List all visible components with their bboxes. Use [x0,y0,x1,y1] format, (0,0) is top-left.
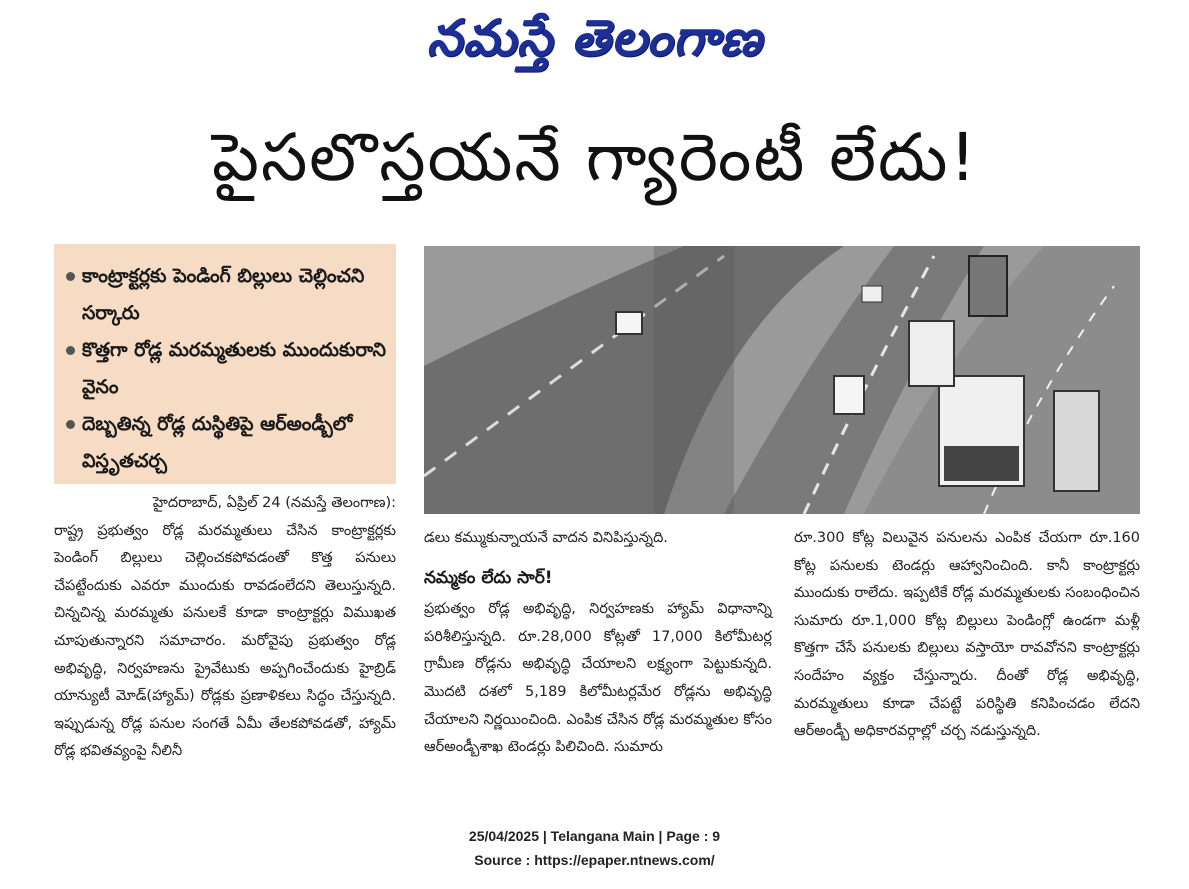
highlight-item [66,258,388,332]
article-paragraph: రాష్ట్ర ప్రభుత్వం రోడ్ల మరమ్మతులు చేసిన కాంట్రాక్టర్లకు పెండింగ్ బిల్లులు చెల్లించకపోవడంతో కొత్త పనులు చేపట్టేందుకు ఎవరూ ముందుకు రావడంలేదని తెలుస్తున్నది. చిన్నచిన్న మరమ్మతు పనులకే కూడా కాంట్రాక్టర్లు విముఖత చూపుతున్నారని సమాచారం. మరోవైపు ప్రభుత్వం రోడ్ల అభివృద్ధి, నిర్వహణను ప్రైవేటుకు అప్పగించేందుకు హైబ్రిడ్ యాన్యుటీ మోడ్(హ్యామ్) రోడ్లకు ప్రణాళికలు సిద్ధం చేస్తున్నది. ఇప్పుడున్న రోడ్ల పనుల సంగతే ఏమీ తేలకపోవడతో, హ్యామ్ రోడ్ల భవితవ్యంపై నీలినీ [54,522,396,760]
headline: పైసలొస్తయనే గ్యారెంటీ లేదు! [212,119,978,196]
masthead-logo: నమస్తే తెలంగాణ [426,8,763,67]
highlight-item [66,406,388,480]
highway-illustration [424,246,1140,514]
article-column-1 [54,490,396,766]
section-subhead: నమ్మకం లేదు సార్! [424,567,553,588]
footer-source-line: Source : https://epaper.ntnews.com/ [474,852,715,868]
footer-date-line: 25/04/2025 | Telangana Main | Page : 9 [468,828,721,844]
article-paragraph: రూ.300 కోట్ల విలువైన పనులను ఎంపిక చేయగా రూ.160 కోట్ల పనులకు టెండర్లు ఆహ్వానించింది. కానీ కాంట్రాక్టర్లు ముందుకు రాలేదు. ఇప్పటికే రోడ్ల మరమ్మతులకు సంబంధించిన సుమారు రూ.1,000 కోట్ల బిల్లులు పెండింగ్లో ఉండగా మళ్లీ కొత్తగా చేసే పనులకు బిల్లులు వస్తాయో రావవోనని కాంట్రాక్టర్లు సందేహం వ్యక్తం చేస్తున్నారు. దీంతో రోడ్ల అభివృద్ధి, మరమ్మతులు కూడా చేపట్టే పరిస్థితి కనిపించడం లేదని ఆర్అండ్బీ అధికారవర్గాల్లో చర్చ నడుస్తున్నది. [794,530,1140,740]
article-paragraph: ప్రభుత్వం రోడ్ల అభివృద్ధి, నిర్వహణకు హ్యామ్ విధానాన్ని పరిశీలిస్తున్నది. రూ.28,000 కోట్లతో 17,000 కిలోమీటర్ల గ్రామీణ రోడ్లను అభివృద్ధి చేయాలని లక్ష్యంగా పెట్టుకున్నది. మొదటి దశలో 5,189 కిలోమీటర్లమేర రోడ్లను అభివృద్ధి చేయాలని నిర్ణయించింది. ఎంపిక చేసిన రోడ్ల మరమ్మతుల కోసం ఆర్అండ్బీశాఖ టెండర్లు పిలిచింది. సుమారు [424,601,772,756]
highlights-box [54,244,396,484]
article-column-2 [424,525,772,762]
article-column-3 [794,525,1140,746]
highlight-text: కొత్తగా రోడ్ల మరమ్మతులకు ముందుకురాని వైనం [82,339,387,398]
article-paragraph: డలు కమ్ముకున్నాయనే వాదన వినిపిస్తున్నది. [424,530,668,546]
highlight-item [66,332,388,406]
highlight-text: కాంట్రాక్టర్లకు పెండింగ్ బిల్లులు చెల్లించని సర్కారు [82,265,365,324]
bullet-icon [66,346,75,355]
highlight-text: దెబ్బతిన్న రోడ్ల దుస్థితిపై ఆర్అండ్బీలో విస్తృతచర్చ [82,413,353,472]
bullet-icon [66,272,75,281]
bullet-icon [66,420,75,429]
highway-photo [424,246,1140,514]
dateline: హైదరాబాద్, ఏప్రిల్ 24 (నమస్తే తెలంగాణ): [152,495,396,511]
